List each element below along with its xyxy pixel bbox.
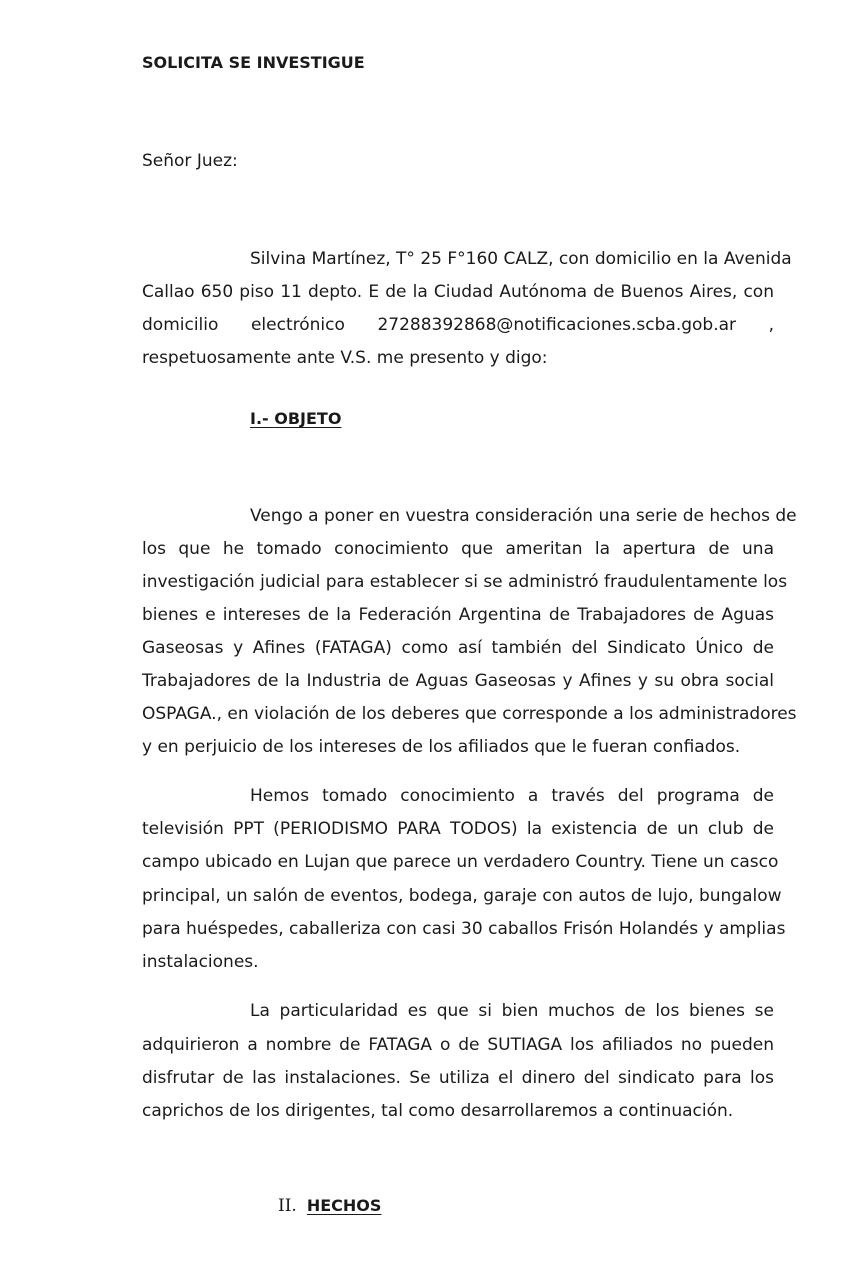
objeto-line-8: y en perjuicio de los intereses de los afiliados que le fueran confiados. bbox=[142, 737, 741, 757]
objeto-line-5: Gaseosas y Afines (FATAGA) como así también del Sindicato Único de bbox=[142, 638, 774, 658]
ppt-line-2: televisión PPT (PERIODISMO PARA TODOS) la existencia de un club de bbox=[142, 819, 774, 839]
intro-line-4: respetuosamente ante V.S. me presento y digo: bbox=[142, 348, 548, 368]
intro-line-1: Silvina Martínez, T° 25 F°160 CALZ, con domicilio en la Avenida bbox=[250, 249, 792, 269]
ppt-line-3: campo ubicado en Lujan que parece un verdadero Country. Tiene un casco bbox=[142, 852, 779, 872]
objeto-line-7: OSPAGA., en violación de los deberes que corresponde a los administradores bbox=[142, 704, 797, 724]
objeto-line-3: investigación judicial para establecer si se administró fraudulentamente los bbox=[142, 572, 788, 592]
section-number: II. bbox=[278, 1196, 297, 1216]
section-heading-hechos bbox=[278, 1196, 381, 1216]
particularidad-line-1: La particularidad es que si bien muchos de los bienes se bbox=[250, 1001, 774, 1021]
section-number: I.- bbox=[250, 409, 275, 428]
ppt-line-5: para huéspedes, caballeriza con casi 30 caballos Frisón Holandés y amplias bbox=[142, 919, 786, 939]
objeto-line-2: los que he tomado conocimiento que ameritan la apertura de una bbox=[142, 539, 774, 559]
ppt-line-1: Hemos tomado conocimiento a través del programa de bbox=[250, 786, 774, 806]
ppt-line-6: instalaciones. bbox=[142, 952, 259, 972]
particularidad-line-4: caprichos de los dirigentes, tal como desarrollaremos a continuación. bbox=[142, 1101, 734, 1121]
particularidad-line-3: disfrutar de las instalaciones. Se utiliza el dinero del sindicato para los bbox=[142, 1068, 774, 1088]
objeto-line-1: Vengo a poner en vuestra consideración una serie de hechos de bbox=[250, 506, 797, 526]
salutation: Señor Juez: bbox=[142, 151, 238, 171]
ppt-line-4: principal, un salón de eventos, bodega, garaje con autos de lujo, bungalow bbox=[142, 886, 782, 906]
section-heading-objeto bbox=[250, 409, 341, 428]
section-title: HECHOS bbox=[306, 1196, 382, 1215]
intro-line-3: domicilio electrónico 27288392868@notificaciones.scba.gob.ar , bbox=[142, 315, 774, 335]
objeto-line-6: Trabajadores de la Industria de Aguas Gaseosas y Afines y su obra social bbox=[142, 671, 774, 691]
document-title: SOLICITA SE INVESTIGUE bbox=[142, 53, 365, 72]
section-title: OBJETO bbox=[274, 409, 342, 428]
intro-line-2: Callao 650 piso 11 depto. E de la Ciudad Autónoma de Buenos Aires, con bbox=[142, 282, 774, 302]
objeto-line-4: bienes e intereses de la Federación Argentina de Trabajadores de Aguas bbox=[142, 605, 774, 625]
particularidad-line-2: adquirieron a nombre de FATAGA o de SUTIAGA los afiliados no pueden bbox=[142, 1035, 774, 1055]
